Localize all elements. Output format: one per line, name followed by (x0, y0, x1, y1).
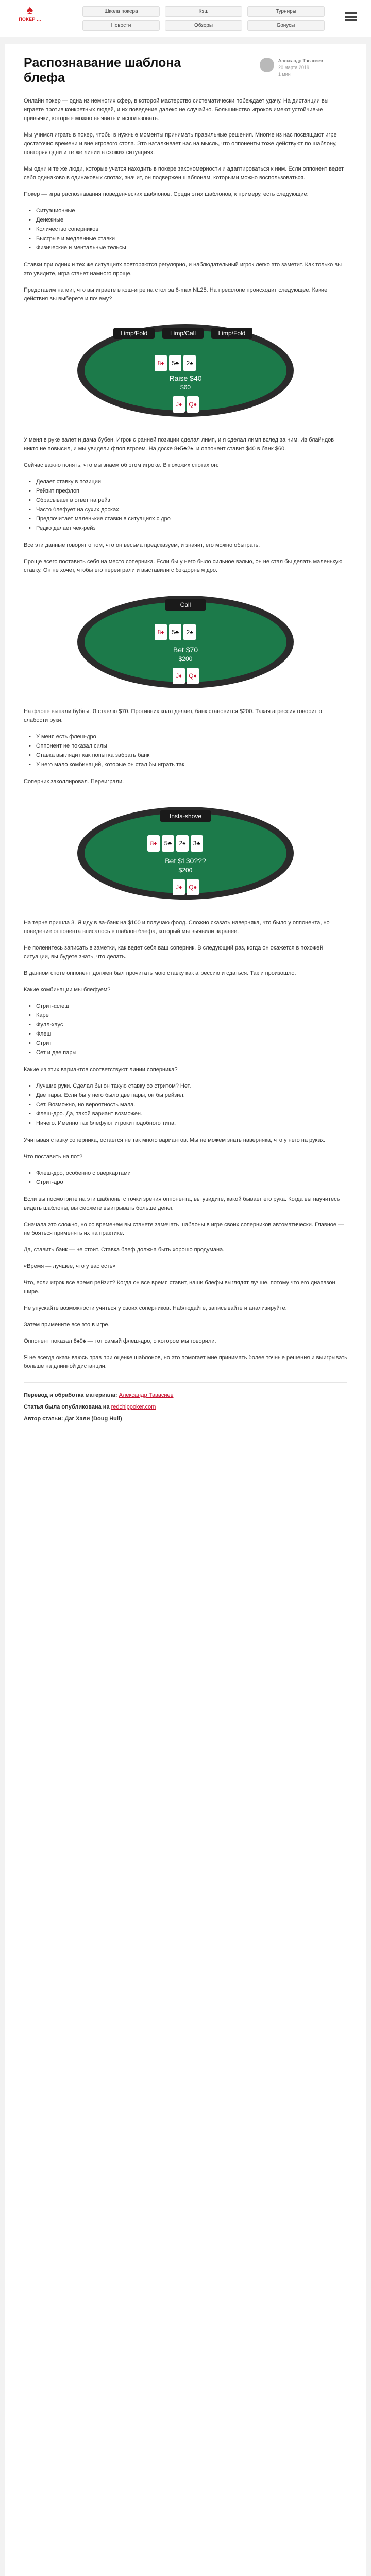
read-time: 1 мин (278, 72, 291, 77)
paragraph: У меня в руке валет и дама бубен. Игрок с ранней позиции сделал лимп, и я сделал лимп вслед за ним. Из блайндов никто не повысил, и мы увидели флоп втроем. На доске 8♦5♣2♠, и оппонент ставит $40 в банк $60. (24, 437, 334, 452)
paragraph: Мы учимся играть в покер, чтобы в нужные моменты принимать правильные решения. Многие из нас посвящают игре достаточно времени и вне игрового стола. Это наталкивает нас на мысль, что оппоненты тоже действуют по шаблону, повторяя одни и те же линии в схожих ситуациях. (24, 132, 337, 156)
poker-table-hand2 (67, 583, 304, 696)
paragraph: Онлайн покер — одна из немногих сфер, в которой мастерство систематически побеждает удачу. На дистанции вы играете против конкретных людей, и их поведение далеко не случайно. Большинство игроков имеют устойчивые привычки, которые можно выявить и использовать. (24, 98, 329, 122)
paragraph: Мы одни и те же люди, которые учатся находить в покере закономерности и адаптироваться к ним. Если оппонент ведет себя одинаково в одинаковых спотах, значит, он подвержен шаблонам, которыми можно воспользоваться. (24, 166, 344, 181)
paragraph: Что, если игрок все время рейзит? Когда он все время ставит, наши блефы выглядят лучше, потому что его диапазон шире. (24, 1280, 335, 1295)
nav-item[interactable]: Школа покера (82, 6, 160, 17)
table-felt (85, 813, 286, 893)
translator-label: Перевод и обработка материала: (24, 1392, 117, 1398)
seat-label: Limp/Fold (218, 330, 246, 337)
paragraph: Какие комбинации мы блефуем? (24, 987, 111, 993)
list-item: • Флеш-дро. Да, такой вариант возможен. (24, 1110, 347, 1118)
list-item: • Физические и ментальные тельсы (24, 244, 347, 252)
list-item: • Делает ставку в позиции (24, 478, 347, 486)
seat-label: Limp/Fold (120, 330, 148, 337)
list-item: • У меня есть флеш-дро (24, 733, 347, 741)
combo-list (24, 1002, 347, 1057)
list-item: • Стрит-дро (24, 1178, 347, 1187)
paragraph: Соперник заколлировал. Переиграли. (24, 778, 124, 785)
seat-label: Insta-shove (169, 812, 202, 820)
publish-date: 20 марта 2019 (278, 65, 310, 70)
divider (24, 1382, 347, 1383)
list-item: • У него мало комбинаций, которые он стал бы играть так (24, 760, 347, 769)
paragraph: Не упускайте возможности учиться у своих соперников. Наблюдайте, записывайте и анализируйте. (24, 1305, 287, 1311)
bet-label: Bet $70 (173, 646, 198, 654)
top-nav (82, 6, 325, 31)
nav-item[interactable]: Новости (82, 20, 160, 31)
svg-text:Q♦: Q♦ (189, 884, 197, 891)
author-name[interactable]: Александр Тавасиев (278, 58, 323, 63)
logo-text: ПОКЕР ... (19, 16, 41, 22)
paragraph: На флопе выпали бубны. Я ставлю $70. Противник колл делает, банк становится $200. Такая агрессия говорит о слабости руки. (24, 708, 322, 723)
pot-label: $60 (180, 384, 191, 391)
source-label: Статья была опубликована на (24, 1404, 110, 1410)
table-felt (85, 602, 286, 682)
board-cards (155, 624, 196, 640)
site-header (0, 0, 371, 37)
list-item: • Предпочитает маленькие ставки в ситуациях с дро (24, 515, 347, 523)
list-item: • Флеш-дро, особенно с оверкартами (24, 1169, 347, 1178)
svg-text:Q♦: Q♦ (189, 401, 197, 408)
list-item: • Быстрые и медленные ставки (24, 234, 347, 243)
list-item: • Сбрасывает в ответ на рейз (24, 496, 347, 505)
seat-label: Limp/Call (170, 330, 196, 337)
paragraph: Я не всегда оказываюсь прав при оценке шаблонов, но это помогает мне принимать более точные решения и выигрывать больше на длинной дистанции. (24, 1354, 347, 1369)
paragraph: «Время — лучшее, что у вас есть» (24, 1263, 116, 1269)
nav-item[interactable]: Бонусы (247, 20, 325, 31)
list-item: • Редко делает чек-рейз (24, 524, 347, 533)
svg-text:2♠: 2♠ (186, 629, 193, 636)
list-item: • Сет и две пары (24, 1048, 347, 1057)
list-item: • Часто блефует на сухих досках (24, 505, 347, 514)
list-item: • Оппонент не показал силы (24, 742, 347, 751)
draw-list (24, 1169, 347, 1187)
svg-text:5♣: 5♣ (171, 360, 179, 367)
list-item: • Рейзит префлоп (24, 487, 347, 496)
poker-table-hand3 (67, 794, 304, 907)
list-item: • Лучшие руки. Сделал бы он такую ставку со стритом? Нет. (24, 1082, 347, 1091)
svg-text:J♦: J♦ (175, 672, 182, 680)
paragraph: Оппонент показал 8♠9♠ — тот самый флеш-дро, о котором мы говорили. (24, 1338, 216, 1344)
svg-text:3♣: 3♣ (193, 840, 201, 847)
pot-label: $200 (178, 867, 193, 874)
paragraph: Все эти данные говорят о том, что он весьма предсказуем, и значит, его можно обыграть. (24, 542, 260, 548)
action-label: Raise $40 (169, 374, 202, 382)
paragraph: Представим на миг, что вы играете в кэш-игре на стол за 6-max NL25. На префлопе происходит следующее. Какие действия вы выберете и почему? (24, 287, 328, 302)
site-logo[interactable] (14, 4, 45, 22)
list-item: • Сет. Возможно, но вероятность мала. (24, 1100, 347, 1109)
paragraph: Затем примените все это в игре. (24, 1321, 110, 1328)
author-block (260, 58, 347, 78)
svg-text:Q♦: Q♦ (189, 672, 197, 680)
list-item: • Каре (24, 1011, 347, 1020)
paragraph: На терне пришла 3. Я иду в ва-банк на $100 и получаю фолд. Сложно сказать наверняка, что было у оппонента, но поведение оппонента вписалось в шаблон блефа, который мы выявили заранее. (24, 920, 330, 935)
svg-text:8♦: 8♦ (150, 840, 157, 847)
svg-text:5♣: 5♣ (164, 840, 172, 847)
svg-text:J♦: J♦ (175, 401, 182, 408)
board-cards (155, 355, 196, 371)
article-author-name: Даг Хали (Doug Hull) (64, 1416, 122, 1422)
nav-item[interactable]: Обзоры (165, 20, 242, 31)
article-footer (24, 1391, 347, 1423)
nav-item[interactable]: Турниры (247, 6, 325, 17)
source-link[interactable]: redchippoker.com (111, 1404, 156, 1410)
nav-item[interactable]: Кэш (165, 6, 242, 17)
list-item: • Две пары. Если бы у него было две пары, он бы рейзил. (24, 1091, 347, 1100)
svg-text:8♦: 8♦ (157, 360, 164, 367)
list-item: • Денежные (24, 216, 347, 225)
paragraph: Ставки при одних и тех же ситуациях повторяются регулярно, и наблюдательный игрок легко это заметит. Как только вы это увидите, игра станет намного проще. (24, 262, 342, 277)
paragraph: Что поставить на пот? (24, 1154, 83, 1160)
reasoning-list (24, 733, 347, 769)
opponent-list (24, 478, 347, 533)
list-item: • Флеш (24, 1030, 347, 1039)
list-item: • Ничего. Именно так блефуют игроки подобного типа. (24, 1119, 347, 1128)
paragraph: Не поленитесь записать в заметки, как ведет себя ваш соперник. В следующий раз, когда он окажется в похожей ситуации, вы будете знать, что делать. (24, 945, 323, 960)
article-author-label: Автор статьи: (24, 1416, 63, 1422)
pot-label: $200 (178, 655, 193, 663)
svg-text:2♠: 2♠ (186, 360, 193, 367)
article (5, 44, 366, 2576)
article-title: Распознавание шаблона блефа (24, 56, 181, 85)
list-item: • Ситуационные (24, 207, 347, 215)
paragraph: В данном споте оппонент должен был прочитать мою ставку как агрессию и сдаться. Так и произошло. (24, 970, 296, 976)
svg-text:J♦: J♦ (175, 884, 182, 891)
list-item: • Фулл-хаус (24, 1021, 347, 1029)
paragraph: Сейчас важно понять, что мы знаем об этом игроке. В похожих спотах он: (24, 462, 219, 468)
analysis-list (24, 1082, 347, 1128)
svg-text:5♣: 5♣ (171, 629, 179, 636)
list-item: • Ставка выглядит как попытка забрать банк (24, 751, 347, 760)
svg-text:8♦: 8♦ (157, 629, 164, 636)
avatar (260, 58, 274, 72)
paragraph: Если вы посмотрите на эти шаблоны с точки зрения оппонента, вы увидите, какой бывает его рука. Когда вы научитесь видеть шаблоны, вы сможете выигрывать больше денег. (24, 1196, 340, 1211)
paragraph: Да, ставить банк — не стоит. Ставка блеф должна быть хорошо продумана. (24, 1247, 225, 1253)
paragraph: Покер — игра распознавания поведенческих шаблонов. Среди этих шаблонов, к примеру, есть следующие: (24, 191, 309, 197)
spade-icon: ♠ (26, 3, 33, 17)
translator-link[interactable]: Александр Тавасиев (119, 1392, 174, 1398)
list-item: • Стрит (24, 1039, 347, 1048)
poker-table-hand1 (67, 311, 304, 425)
paragraph: Учитывая ставку соперника, остается не так много вариантов. Мы не можем знать наверняка, что у него на руках. (24, 1137, 326, 1143)
list-item: • Количество соперников (24, 225, 347, 234)
paragraph: Сначала это сложно, но со временем вы станете замечать шаблоны в игре своих соперников автоматически. Главное — не бояться применять их на практике. (24, 1222, 344, 1236)
hamburger-menu-icon[interactable] (345, 12, 357, 21)
paragraph: Какие из этих вариантов соответствуют линии соперника? (24, 1066, 178, 1073)
seat-label: Call (180, 601, 191, 608)
bet-label: Bet $130??? (165, 857, 206, 865)
paragraph: Проще всего поставить себя на место соперника. Если бы у него было сильное вэлью, он не стал бы делать маленькую ставку. Он не хочет, чтобы его переиграли и выставили с бэкдорным дро. (24, 558, 343, 573)
pattern-list (24, 207, 347, 252)
svg-text:2♠: 2♠ (179, 840, 186, 847)
list-item: • Стрит-флеш (24, 1002, 347, 1011)
